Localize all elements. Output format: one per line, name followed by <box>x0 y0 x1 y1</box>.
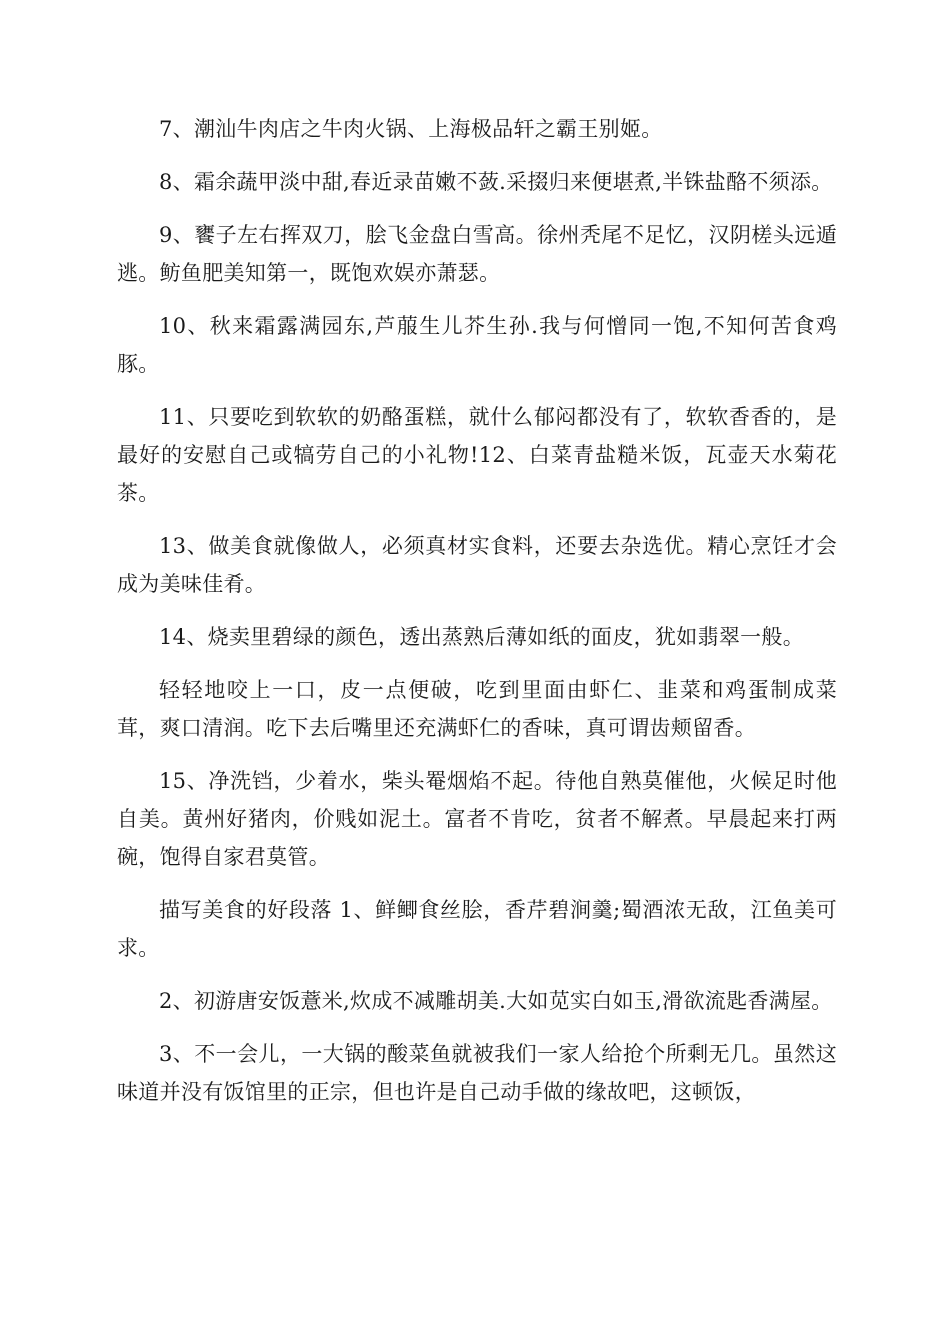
paragraph: 2、初游唐安饭薏米,炊成不减雕胡美.大如苋实白如玉,滑欲流匙香满屋。 <box>159 989 833 1013</box>
paragraph: 8、霜余蔬甲淡中甜,春近录苗嫩不蔹.采掇归来便堪煮,半铢盐酪不须添。 <box>159 170 833 194</box>
paragraph: 11、只要吃到软软的奶酪蛋糕，就什么郁闷都没有了，软软香香的，是最好的安慰自己或犒劳自己的小礼物!12、白菜青盐糙米饭，瓦壶天水菊花茶。 <box>117 405 837 505</box>
document-body <box>117 110 837 1126</box>
paragraph: 9、饔子左右挥双刀，脍飞金盘白雪高。徐州秃尾不足忆，汉阴槎头远遁逃。鲂鱼肥美知第一，既饱欢娱亦萧瑟。 <box>117 223 837 285</box>
paragraph: 3、不一会儿，一大锅的酸菜鱼就被我们一家人给抢个所剩无几。虽然这味道并没有饭馆里的正宗，但也许是自己动手做的缘故吧，这顿饭， <box>117 1042 837 1104</box>
paragraph: 13、做美食就像做人，必须真材实食料，还要去杂选优。精心烹饪才会成为美味佳肴。 <box>117 534 837 596</box>
paragraph: 7、潮汕牛肉店之牛肉火锅、上海极品轩之霸王别姬。 <box>159 117 663 141</box>
paragraph: 15、净洗铛，少着水，柴头罨烟焰不起。待他自熟莫催他，火候足时他自美。黄州好猪肉，价贱如泥土。富者不肯吃，贫者不解煮。早晨起来打两碗，饱得自家君莫管。 <box>117 769 837 869</box>
paragraph: 描写美食的好段落 1、鲜鲫食丝脍，香芹碧涧羹;蜀酒浓无敌，江鱼美可求。 <box>117 898 837 960</box>
paragraph: 10、秋来霜露满园东,芦菔生儿芥生孙.我与何憎同一饱,不知何苦食鸡豚。 <box>117 314 837 376</box>
paragraph: 14、烧卖里碧绿的颜色，透出蒸熟后薄如纸的面皮，犹如翡翠一般。 <box>159 625 805 649</box>
paragraph: 轻轻地咬上一口，皮一点便破，吃到里面由虾仁、韭菜和鸡蛋制成菜茸，爽口清润。吃下去后嘴里还充满虾仁的香味，真可谓齿颊留香。 <box>117 678 837 740</box>
